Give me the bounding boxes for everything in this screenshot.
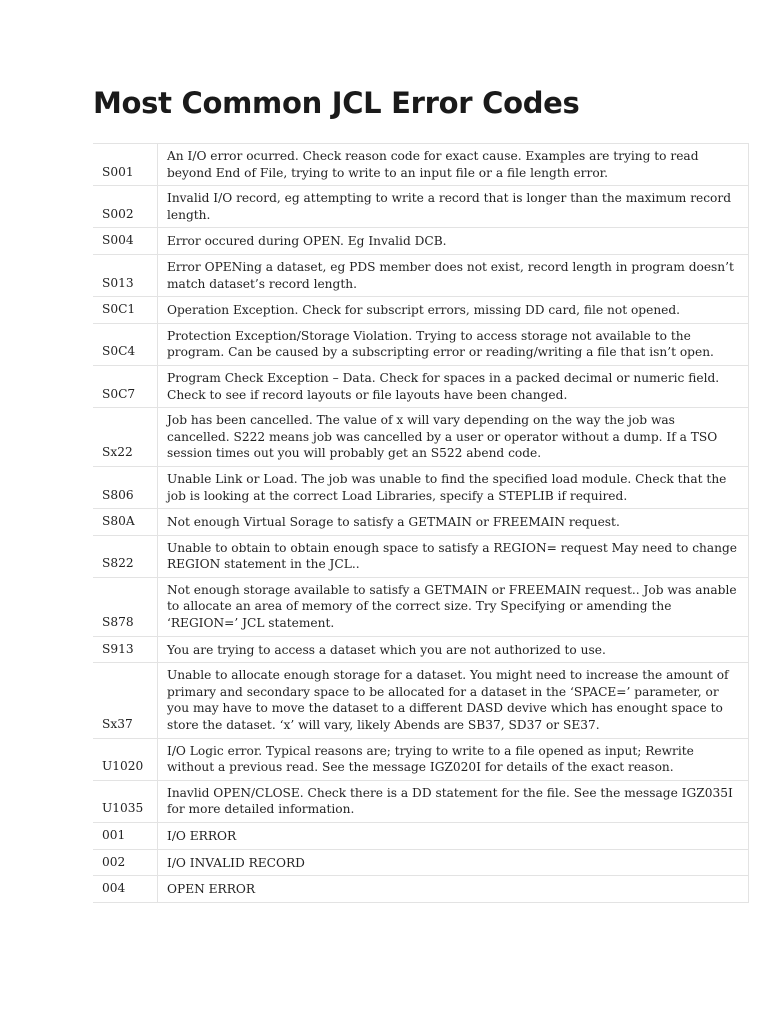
table-row xyxy=(93,186,749,228)
error-description: Invalid I/O record, eg attempting to write a record that is longer than the maximum record length. xyxy=(158,186,749,228)
error-description: Operation Exception. Check for subscript errors, missing DD card, file not opened. xyxy=(158,297,749,324)
table-row xyxy=(93,823,749,850)
error-code: S001 xyxy=(93,144,158,186)
page-title: Most Common JCL Error Codes xyxy=(93,86,580,120)
error-code: Sx22 xyxy=(93,408,158,467)
error-description: OPEN ERROR xyxy=(158,876,749,903)
error-code: 001 xyxy=(93,823,158,850)
table-row xyxy=(93,365,749,407)
error-description: Not enough storage available to satisfy a GETMAIN or FREEMAIN request.. Job was anable to allocate an area of memory of the correct size. Try Specifying or amending the ‘REGION=’ JCL statement. xyxy=(158,577,749,636)
error-code: S913 xyxy=(93,636,158,663)
error-description: Error occured during OPEN. Eg Invalid DCB. xyxy=(158,228,749,255)
table-row xyxy=(93,408,749,467)
error-code: S004 xyxy=(93,228,158,255)
table-row xyxy=(93,323,749,365)
error-code: S80A xyxy=(93,509,158,536)
table-row xyxy=(93,663,749,738)
error-code: S806 xyxy=(93,466,158,508)
table-row xyxy=(93,228,749,255)
error-codes-table xyxy=(93,143,749,903)
table-row xyxy=(93,780,749,822)
error-code: S822 xyxy=(93,535,158,577)
error-code: 002 xyxy=(93,849,158,876)
error-description: I/O Logic error. Typical reasons are; trying to write to a file opened as input; Rewrite without a previous read. See the message IGZ020I for details of the exact reason. xyxy=(158,738,749,780)
error-description: Error OPENing a dataset, eg PDS member does not exist, record length in program doesn’t match dataset’s record length. xyxy=(158,254,749,296)
error-description: Unable to allocate enough storage for a dataset. You might need to increase the amount of primary and secondary space to be allocated for a dataset in the ‘SPACE=’ parameter, or you may have to move the dataset to a different DASD devive which has enought space to store the dataset. ‘x’ will vary, likely Abends are SB37, SD37 or SE37. xyxy=(158,663,749,738)
error-description: You are trying to access a dataset which you are not authorized to use. xyxy=(158,636,749,663)
table-row xyxy=(93,876,749,903)
table-row xyxy=(93,254,749,296)
table-row xyxy=(93,535,749,577)
error-description: Not enough Virtual Sorage to satisfy a GETMAIN or FREEMAIN request. xyxy=(158,509,749,536)
table-row xyxy=(93,636,749,663)
error-description: I/O ERROR xyxy=(158,823,749,850)
table-row xyxy=(93,849,749,876)
error-code: 004 xyxy=(93,876,158,903)
error-code: S013 xyxy=(93,254,158,296)
error-code: S0C1 xyxy=(93,297,158,324)
error-description: Unable Link or Load. The job was unable to find the specified load module. Check that the job is looking at the correct Load Libraries, specify a STEPLIB if required. xyxy=(158,466,749,508)
error-code: S0C7 xyxy=(93,365,158,407)
error-code: S0C4 xyxy=(93,323,158,365)
error-description: I/O INVALID RECORD xyxy=(158,849,749,876)
error-description: An I/O error ocurred. Check reason code for exact cause. Examples are trying to read beyond End of File, trying to write to an input file or a file length error. xyxy=(158,144,749,186)
table-row xyxy=(93,738,749,780)
error-code: U1020 xyxy=(93,738,158,780)
error-description: Job has been cancelled. The value of x will vary depending on the way the job was cancelled. S222 means job was cancelled by a user or operator without a dump. If a TSO session times out you will probably get an S522 abend code. xyxy=(158,408,749,467)
error-code: S002 xyxy=(93,186,158,228)
table-row xyxy=(93,144,749,186)
table-row xyxy=(93,577,749,636)
error-code: Sx37 xyxy=(93,663,158,738)
error-description: Protection Exception/Storage Violation. Trying to access storage not available to the program. Can be caused by a subscripting error or reading/writing a file that isn’t open. xyxy=(158,323,749,365)
error-description: Unable to obtain to obtain enough space to satisfy a REGION= request May need to change REGION statement in the JCL.. xyxy=(158,535,749,577)
table-row xyxy=(93,297,749,324)
error-code: S878 xyxy=(93,577,158,636)
error-code: U1035 xyxy=(93,780,158,822)
table-row xyxy=(93,466,749,508)
error-description: Program Check Exception – Data. Check for spaces in a packed decimal or numeric field. Check to see if record layouts or file layouts have been changed. xyxy=(158,365,749,407)
error-description: Inavlid OPEN/CLOSE. Check there is a DD statement for the file. See the message IGZ035I for more detailed information. xyxy=(158,780,749,822)
table-row xyxy=(93,509,749,536)
